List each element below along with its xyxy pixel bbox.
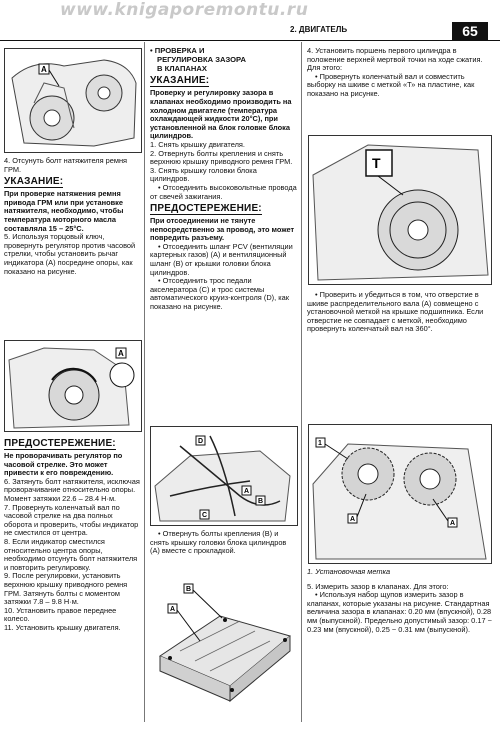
middle-bullet-4: • Отвернуть болты крепления (B) и снять крышку головки блока цилиндров (A) вместе с прокладкой. bbox=[150, 529, 287, 556]
tensioner-illustration bbox=[4, 340, 142, 432]
middle-title-line-1: • ПРОВЕРКА И bbox=[150, 46, 205, 55]
right-bullet-3: • Используя набор щупов измерить зазор в клапанах, которые указаны на рисунке. Стандартная величина зазора в клапанах: 0.20 мм (впускной), 0.28 мм (выпускной). Предельно допустимый зазор: 0.17 ~ 0.23 мм (впускной), 0.25 ~ 0.31 мм (выпускной). bbox=[307, 590, 492, 634]
left-step-8: 8. Если индикатор сместился относительно центра опоры, необходимо отсунуть болт натяжителя и повторить регулировку. bbox=[4, 536, 138, 572]
left-step-9: 9. После регулировки, установить верхнюю крышку приводного ремня ГРМ. Затянуть болты с моментом затяжки 7.8 – 9.8 Н·м. bbox=[4, 571, 128, 607]
middle-title-line-2: РЕГУЛИРОВКА ЗАЗОРА bbox=[157, 54, 246, 64]
fig-label: A bbox=[450, 520, 456, 527]
left-caution-title: ПРЕДОСТЕРЕЖЕНИЕ: bbox=[4, 438, 116, 449]
fig-label: C bbox=[202, 512, 208, 519]
right-bullet-2: • Проверить и убедиться в том, что отверстие в шкиве распределительного вала (A) совмещено с установочной меткой на крышке подшипника. Если отверстие не совпадает с меткой, необходимо провернуть коленчатый вал на 360°. bbox=[307, 290, 484, 334]
middle-caution-title: ПРЕДОСТЕРЕЖЕНИЕ: bbox=[150, 203, 262, 215]
fig-label: A bbox=[118, 349, 124, 358]
figure-cylinder-head-cover bbox=[150, 576, 298, 722]
figure-timing-belt-tensioner bbox=[4, 48, 142, 153]
left-step-10: 10. Установить правое переднее колесо. bbox=[4, 605, 117, 624]
hoses-illustration bbox=[150, 426, 298, 526]
right-step-5: 5. Измерить зазор в клапанах. Для этого: bbox=[307, 581, 449, 591]
head-cover-illustration bbox=[150, 576, 298, 722]
page-number: 65 bbox=[452, 22, 488, 40]
fig-label: A bbox=[350, 516, 356, 523]
figure-camshaft-sprocket bbox=[308, 424, 492, 564]
middle-step-1: 1. Снять крышку двигателя. bbox=[150, 139, 245, 149]
engine-illustration bbox=[4, 48, 142, 153]
header-rule bbox=[0, 40, 500, 41]
fig-label: D bbox=[198, 438, 204, 445]
right-step-4: 4. Установить поршень первого цилиндра в положение верхней мертвой точки на ходе сжатия. Для этого: bbox=[307, 46, 483, 73]
middle-caution-text: При отсоединении не тянуте непосредственно за провод, это может повредить разъему. bbox=[150, 216, 295, 243]
fig-label: B bbox=[258, 498, 264, 505]
column-divider bbox=[144, 42, 145, 722]
middle-bullet-3: • Отсоединить трос педали акселератора (C) и трос системы автоматического круиз-контроля (D), как показано на рисунке. bbox=[150, 276, 289, 312]
fig-label: T bbox=[372, 155, 381, 171]
middle-bullet-2: • Отсоединить шланг PCV (вентиляции картерных газов) (А) и вентиляционный шланг (B) от крышки головки блока цилиндров. bbox=[150, 241, 293, 277]
middle-step-2: 2. Отвернуть болты крепления и снять верхнюю крышку приводного ремня ГРМ. bbox=[150, 148, 293, 167]
watermark: www.knigaрoremontu.ru bbox=[60, 0, 309, 20]
middle-bullet-1: • Отсоединить высоковольтные провода от свечей зажигания. bbox=[150, 182, 297, 201]
left-caution-text: Не проворачивать регулятор по часовой стрелке. Это может привести к его повреждению. bbox=[4, 451, 123, 478]
left-step-11: 11. Установить крышку двигателя. bbox=[4, 622, 121, 632]
fig-label: A bbox=[41, 65, 47, 74]
figure-crankshaft-mark bbox=[308, 135, 492, 285]
middle-note-text: Проверку и регулировку зазора в клапанах необходимо производить на холодном двигателе (температура охлаждающей жидкости 20°C), при установленной на блок головке блока цилиндров. bbox=[150, 88, 292, 141]
fig-label: A bbox=[170, 606, 176, 613]
crankshaft-illustration bbox=[308, 135, 492, 285]
fig-label: B bbox=[186, 586, 192, 593]
left-step-5: 5. Используя торцовый ключ, провернуть регулятор против часовой стрелки, чтобы установить рычаг индикатора (А) посредине опоры, как показано на рисунке. bbox=[4, 232, 136, 276]
left-step-4: 4. Отсунуть болт натяжителя ремня ГРМ. bbox=[4, 156, 128, 174]
middle-title-line-3: В КЛАПАНАХ bbox=[157, 63, 207, 73]
left-step-7: 7. Провернуть коленчатый вал по часовой стрелке на два полных оборота и проверить, чтобы индикатор не сместился от центра. bbox=[4, 502, 139, 538]
middle-step-3: 3. Снять крышку головки блока цилиндров. bbox=[150, 165, 257, 184]
middle-note-title: УКАЗАНИЕ: bbox=[150, 75, 210, 87]
figure-hoses-cables bbox=[150, 426, 298, 526]
fig-label: 1 bbox=[318, 440, 322, 447]
right-bullet-1: • Провернуть коленчатый вал и совместить выборку на шкиве с меткой «Т» на пластине, как показано на рисунке. bbox=[307, 71, 475, 98]
column-divider bbox=[301, 42, 302, 722]
right-figure-caption: 1. Установочная метка bbox=[307, 567, 391, 576]
left-note-title: УКАЗАНИЕ: bbox=[4, 176, 64, 188]
camshaft-illustration bbox=[308, 424, 492, 564]
left-step-6: 6. Затянуть болт натяжителя, исключая проворачивание относительно опоры. Момент затяжки 22.6 – 28.4 Н·м. bbox=[4, 476, 140, 503]
section-title: 2. ДВИГАТЕЛЬ bbox=[290, 25, 348, 34]
figure-tensioner-indicator bbox=[4, 340, 142, 432]
left-note-text: При проверке натяжения ремня привода ГРМ или при установке натяжителя, необходимо, чтобы температура моторного масла составляла 15 – 25°C. bbox=[4, 189, 124, 233]
fig-label: A bbox=[244, 488, 250, 495]
